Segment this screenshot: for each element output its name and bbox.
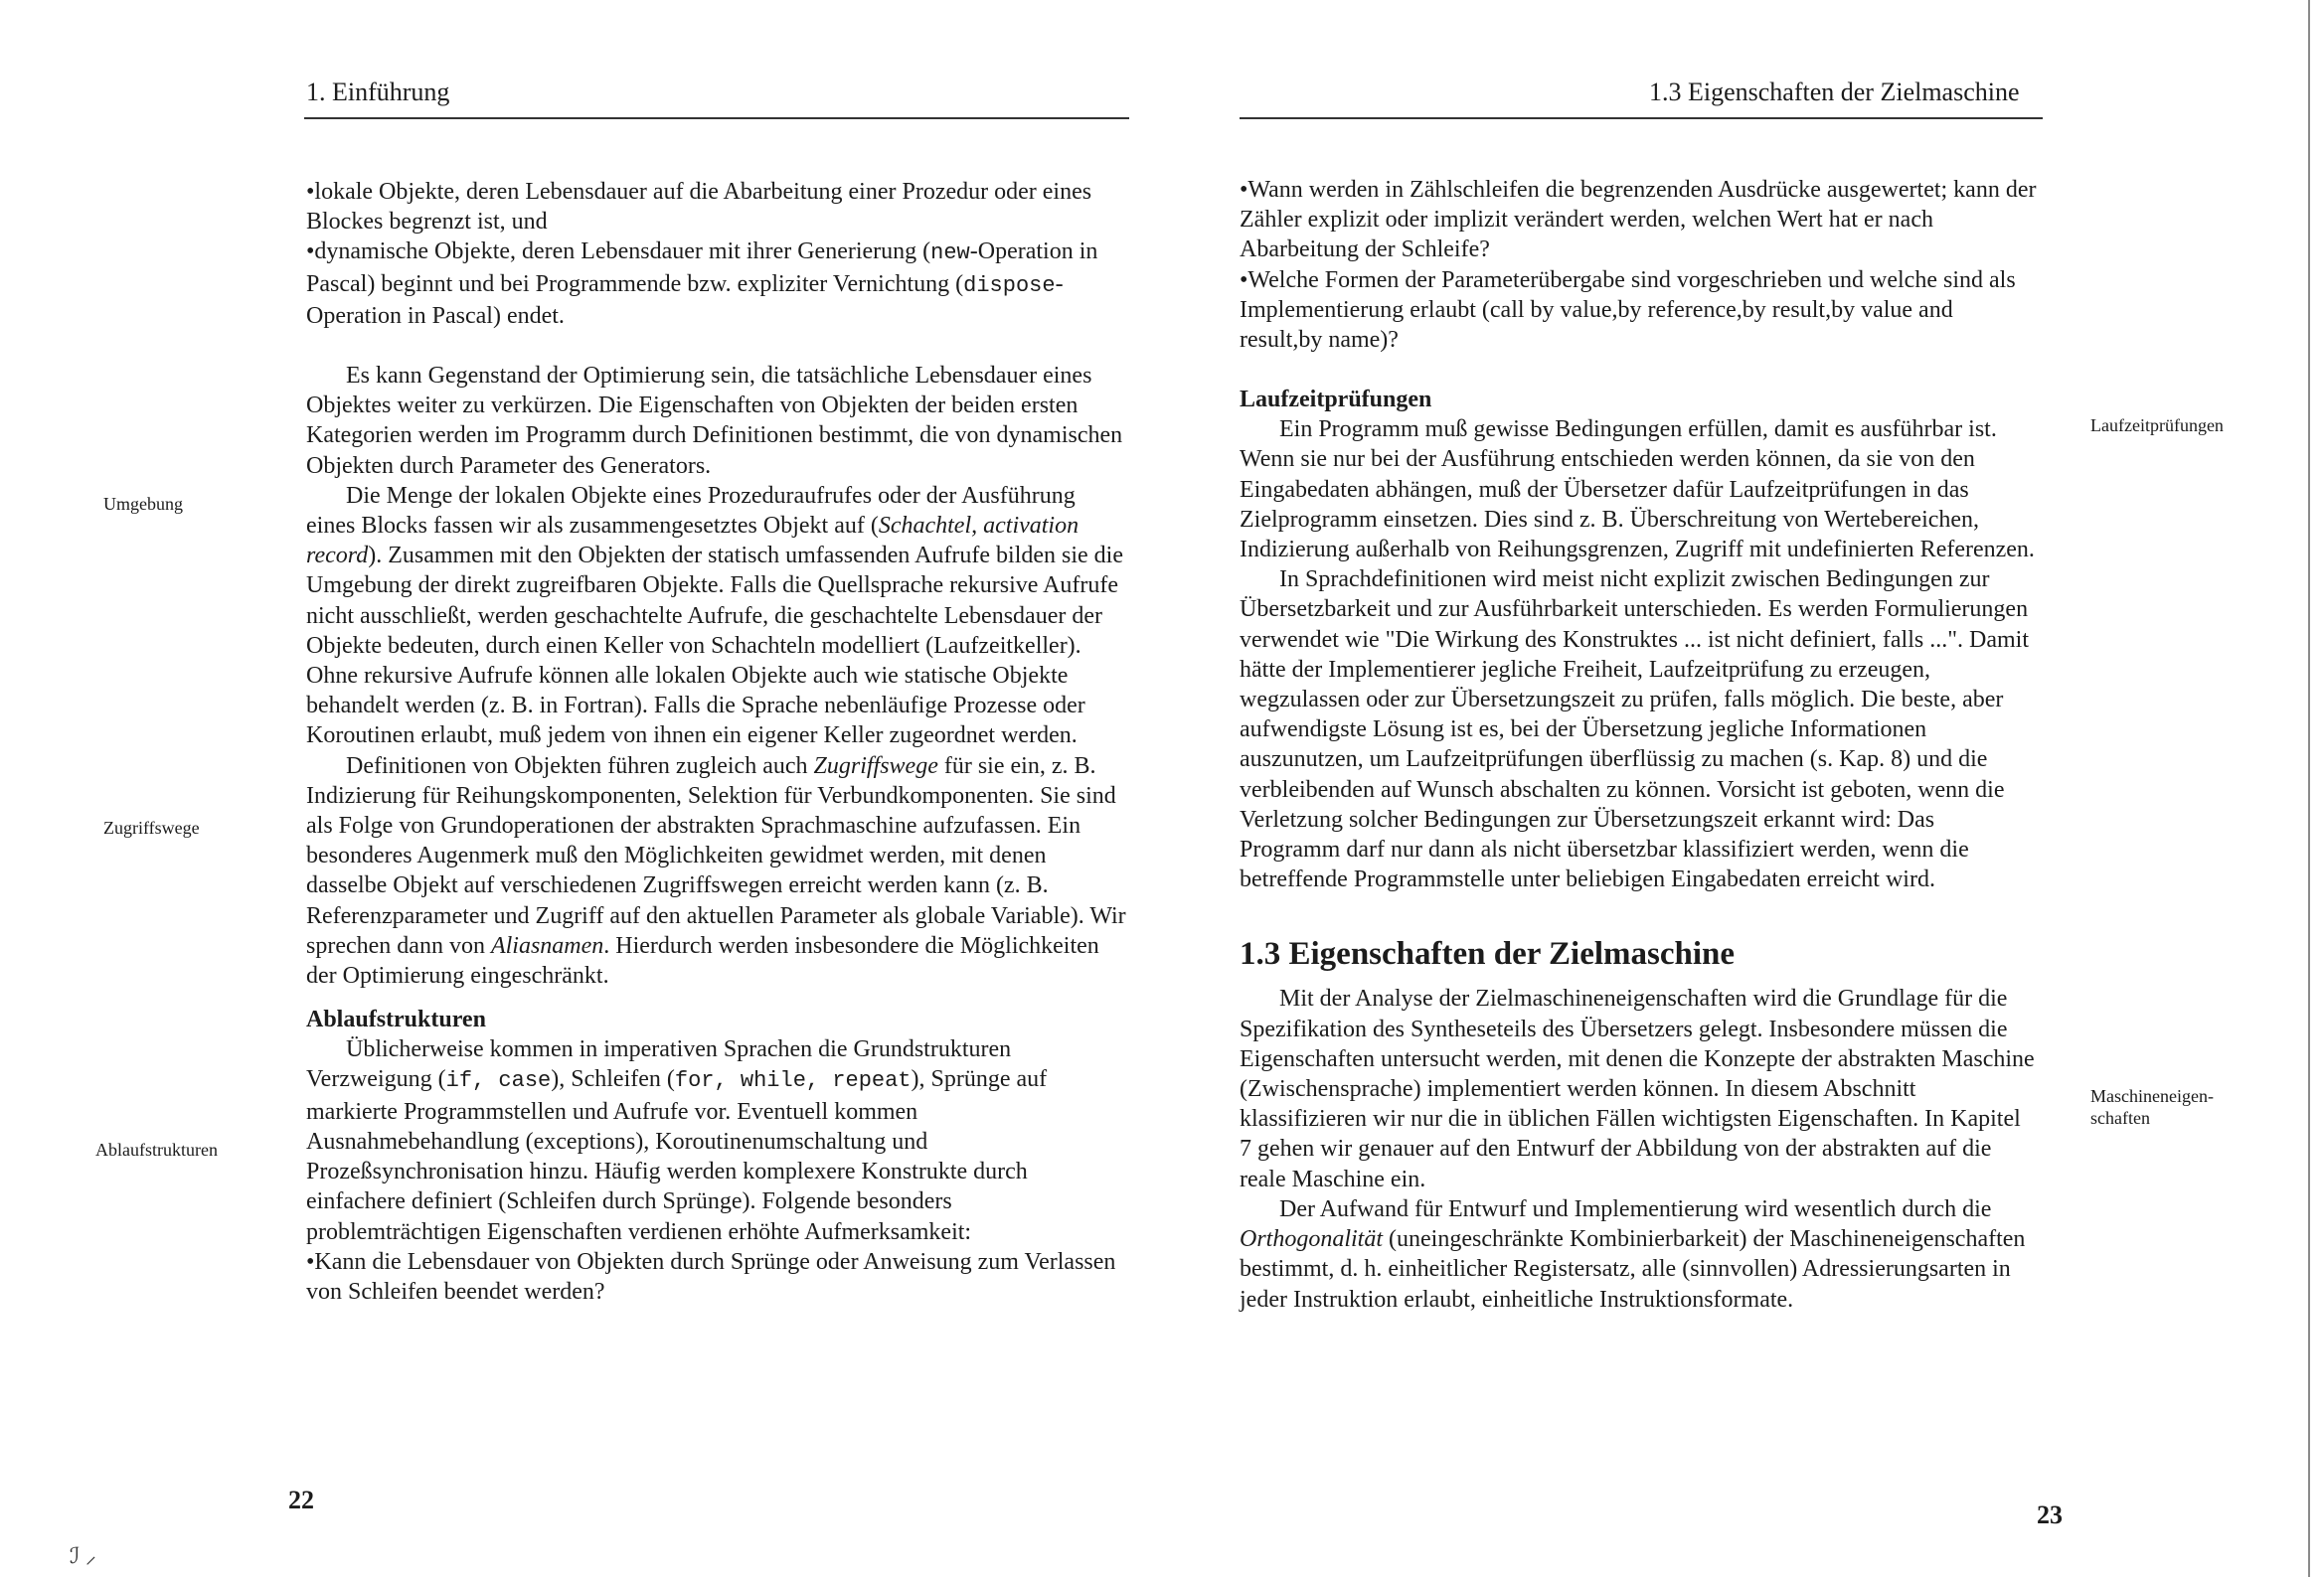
bullet-dynamische-objekte: •dynamische Objekte, deren Lebensdauer mit ihrer Generierung (new-Operation in Pascal) beginnt und bei Programmende bzw. expliziter Vernichtung (dispose-Operation in Pascal) endet. bbox=[306, 238, 1098, 329]
heading-ablaufstrukturen: Ablaufstrukturen bbox=[306, 1007, 486, 1033]
margin-note-umgebung: Umgebung bbox=[103, 494, 183, 514]
page-number-left: 22 bbox=[288, 1486, 314, 1514]
paragraph-sprachdefinitionen: In Sprachdefinitionen wird meist nicht explizit zwischen Bedingungen zur Übersetzbarkeit und zur Ausführbarkeit unterschieden. Es werden Formulierungen verwendet wie "Die Wirkung des Konstruktes ... ist nicht definiert, falls ...". Damit hätte der Implementierer jegliche Freiheit, Laufzeitprüfung zu erzeugen, wegzulassen oder zur Übersetzungszeit zu prüfen, falls möglich. Die beste, aber aufwendigste Lösung ist es, bei der Übersetzung jegliche Informationen auszunutzen, um Laufzeitprüfungen überflüssig zu machen (s. Kap. 8) und die verbleibenden auf Wunsch abschalten zu können. Vorsicht ist geboten, wenn die Verletzung solcher Bedingungen zur Übersetzungszeit erkannt wird: Das Programm darf nur dann als nicht übersetzbar klassifiziert werden, wenn die betreffende Programmstelle unter beliebigen Eingabedaten erreicht wird. bbox=[1240, 566, 2030, 893]
bullet-spruenge: •Kann die Lebensdauer von Objekten durch Sprünge oder Anweisung zum Verlassen von Schleifen beendet werden? bbox=[306, 1248, 1116, 1305]
scan-edge-line bbox=[2308, 0, 2310, 1577]
scan-marks: ℐ ⸝ bbox=[70, 1543, 96, 1568]
code-new: new bbox=[930, 240, 970, 266]
running-head-left: 1. Einführung bbox=[306, 78, 450, 106]
left-body-text bbox=[306, 177, 1129, 1307]
bullet-zaehlschleifen: •Wann werden in Zählschleifen die begrenzenden Ausdrücke ausgewertet; kann der Zähler explizit oder implizit verändert werden, welchen Wert hat er nach Abarbeitung der Schleife? bbox=[1240, 177, 2037, 263]
right-body-text bbox=[1240, 175, 2037, 1315]
paragraph-umgebung: Die Menge der lokalen Objekte eines Prozeduraufrufes oder der Ausführung eines Blocks fassen wir als zusammengesetztes Objekt auf (Schachtel, activation record). Zusammen mit den Objekten der statisch umfassenden Aufrufe bilden sie die Umgebung der direkt zugreifbaren Objekte. Falls die Quellsprache rekursive Aufrufe nicht ausschließt, werden geschachtelte Aufrufe, die geschachtelte Lebensdauer der Objekte bedeuten, durch einen Keller von Schachteln modelliert (Laufzeitkeller). Ohne rekursive Aufrufe können alle lokalen Objekte auch wie statische Objekte behandelt werden (z. B. in Fortran). Falls die Sprache nebenläufige Prozesse oder Koroutinen erlaubt, muß jedem von ihnen ein eigener Keller zugeordnet werden. bbox=[306, 482, 1123, 749]
code-loops: for, while, repeat bbox=[674, 1068, 912, 1094]
header-rule-left bbox=[304, 117, 1129, 119]
paragraph-laufzeitpruefungen: Ein Programm muß gewisse Bedingungen erfüllen, damit es ausführbar ist. Wenn sie nur bei der Ausführung entschieden werden können, da sie von den Eingabedaten abhängen, muß der Übersetzer dafür Laufzeitprüfungen in das Zielprogramm einsetzen. Dies sind z. B. Überschreitung von Wertebereichen, Indizierung außerhalb von Reihungsgrenzen, Zugriff mit undefinierten Referenzen. bbox=[1240, 416, 2035, 563]
right-page bbox=[1162, 0, 2324, 1577]
paragraph-zugriffswege: Definitionen von Objekten führen zugleich auch Zugriffswege für sie ein, z. B. Indizierung für Reihungskomponenten, Selektion für Verbundkomponenten. Sie sind als Folge von Grundoperationen der abstrakten Sprachmaschine aufzufassen. Ein besonderes Augenmerk muß den Möglichkeiten gewidmet werden, mit denen dasselbe Objekt auf verschiedenen Zugriffswegen erreicht werden kann (z. B. Referenzparameter und Zugriff auf den aktuellen Parameter als globale Variable). Wir sprechen dann von Aliasnamen. Hierdurch werden insbesondere die Möglichkeiten der Optimierung eingeschränkt. bbox=[306, 752, 1126, 990]
paragraph-analyse: Mit der Analyse der Zielmaschineneigenschaften wird die Grundlage für die Spezifikation des Syntheseteils des Übersetzers gelegt. Insbesondere müssen die Eigenschaften untersucht werden, mit denen die Konzepte der abstrakten Maschine (Zwischensprache) implementiert werden können. In diesem Abschnitt klassifizieren wir nur die in üblichen Fällen wichtigsten Eigenschaften. In Kapitel 7 gehen wir genauer auf den Entwurf der Abbildung von der abstrakten auf die reale Maschine ein. bbox=[1240, 986, 2035, 1192]
paragraph-aufwand: Der Aufwand für Entwurf und Implementierung wird wesentlich durch die Orthogonalität (uneingeschränkte Kombinierbarkeit) der Maschineneigenschaften bestimmt, d. h. einheitlicher Registersatz, alle (sinnvollen) Adressierungsarten in jeder Instruktion erlaubt, einheitliche Instruktionsformate. bbox=[1240, 1195, 2026, 1313]
paragraph-optimierung: Es kann Gegenstand der Optimierung sein, die tatsächliche Lebensdauer eines Objektes weiter zu verkürzen. Die Eigenschaften von Objekten der beiden ersten Kategorien werden im Programm durch Definitionen bestimmt, die von dynamischen Objekten durch Parameter des Generators. bbox=[306, 363, 1123, 479]
bullet-lokale-objekte: •lokale Objekte, deren Lebensdauer auf die Abarbeitung einer Prozedur oder eines Blockes begrenzt ist, und bbox=[306, 179, 1092, 236]
paragraph-ablaufstrukturen: Üblicherweise kommen in imperativen Sprachen die Grundstrukturen Verzweigung (if, case), Schleifen (for, while, repeat), Sprünge auf markierte Programmstellen und Aufrufe vor. Eventuell kommen Ausnahmebehandlung (exceptions), Koroutinenumschaltung und Prozeßsynchronisation hinzu. Häufig werden komplexere Konstrukte durch einfachere definiert (Schleifen durch Sprünge). Folgende besonders problemträchtigen Eigenschaften verdienen erhöhte Aufmerksamkeit: bbox=[306, 1036, 1048, 1245]
margin-note-zugriffswege: Zugriffswege bbox=[103, 818, 200, 838]
heading-laufzeitpruefungen: Laufzeitprüfungen bbox=[1240, 387, 1432, 413]
running-head-right: 1.3 Eigenschaften der Zielmaschine bbox=[1649, 78, 2020, 106]
margin-note-ablaufstrukturen: Ablaufstrukturen bbox=[95, 1140, 218, 1160]
header-rule-right bbox=[1240, 117, 2043, 119]
page-number-right: 23 bbox=[2037, 1500, 2063, 1529]
code-dispose: dispose bbox=[963, 272, 1056, 298]
margin-note-maschineneigen: Maschineneigen- bbox=[2090, 1086, 2214, 1106]
section-title-zielmaschine: 1.3 Eigenschaften der Zielmaschine bbox=[1240, 936, 1736, 973]
margin-note-schaften: schaften bbox=[2090, 1108, 2150, 1128]
margin-note-laufzeitpruefungen: Laufzeitprüfungen bbox=[2090, 415, 2224, 435]
bullet-parameteruebergabe: •Welche Formen der Parameterübergabe sind vorgeschrieben und welche sind als Implementierung erlaubt (call by value,by reference,by result,by value and result,by name)? bbox=[1240, 266, 2016, 354]
code-if-case: if, case bbox=[445, 1068, 552, 1094]
